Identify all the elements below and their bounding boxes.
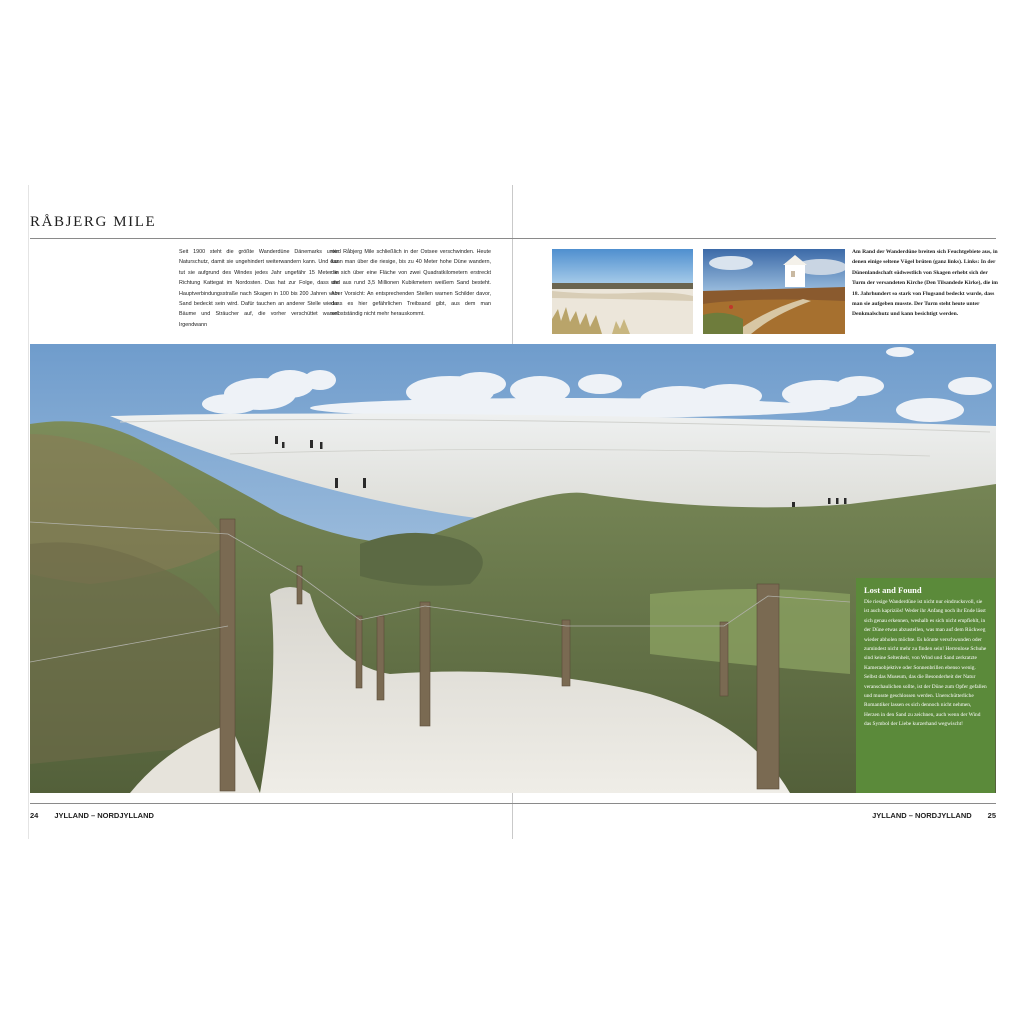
page-title: RÅBJERG MILE bbox=[30, 214, 157, 230]
buried-church-photo-image bbox=[703, 249, 845, 334]
photo-caption: Am Rand der Wanderdüne breiten sich Feuchtgebiete aus, in denen einige seltene Vögel brüten (ganz links). Links: In der Dünenlandschaft südwestlich von Skagen erhebt sich der Turm der versandeten Kirche (Den Tilsandede Kirke), die im 18. Jahrhundert so stark von Flugsand bedeckt wurde, dass man sie aufgeben musste. Der Turm steht heute unter Denkmalschutz und kann besichtigt werden. bbox=[852, 249, 998, 318]
lost-and-found-sidebar bbox=[856, 578, 995, 793]
page-number-left: 24 bbox=[30, 811, 39, 820]
sidebar-body: Die riesige Wanderdüne ist nicht nur eindrucksvoll, sie ist auch kapriziös! Weder ihr Anfang noch ihr Ende lässt sich genau erkennen, weshalb es sich nicht empfiehlt, in der Düne etwas abzustellen, was man auf dem Rückweg wieder abholen möchte. Es könnte verschwunden oder zumindest nicht mehr zu finden sein! Herrenlose Schuhe sind keine Seltenheit, von Wind und Sand zerkratzte Kameraobjektive oder Sonnenbrillen ebenso wenig. Selbst das Museum, das die Besonderheit der Natur veranschaulichen sollte, ist der Düne zum Opfer gefallen und musste geschlossen werden. Unerschütterliche Romantiker lassen es sich dennoch nicht nehmen, Herzen in den Sand zu zeichnen, auch wenn der Wind das Symbol der Liebe kurzerhand wegwischt! bbox=[864, 599, 987, 728]
footer-left bbox=[30, 811, 154, 820]
dune-landscape-image bbox=[30, 344, 996, 793]
wetland-photo-image bbox=[552, 249, 693, 334]
page-number-right: 25 bbox=[987, 811, 996, 820]
footer-right bbox=[872, 811, 996, 820]
header-rule bbox=[30, 238, 996, 239]
footer-section-left: JYLLAND – NORDJYLLAND bbox=[54, 811, 154, 820]
buried-church-photo bbox=[703, 249, 845, 334]
page-edge bbox=[28, 185, 29, 839]
wetland-photo bbox=[552, 249, 693, 334]
footer-section-right: JYLLAND – NORDJYLLAND bbox=[872, 811, 972, 820]
dune-landscape-photo bbox=[30, 344, 996, 793]
sidebar-title: Lost and Found bbox=[864, 585, 922, 595]
footer-rule bbox=[30, 803, 996, 804]
body-text-column-1: Seit 1900 steht die größte Wanderdüne Dänemarks unter Naturschutz, damit sie ungehindert weiterwandern kann. Und das tut sie aufgrund des Windes jedes Jahr ungefähr 15 Meter in Richtung Kattegat im Nordosten. Das hat zur Folge, dass die Hauptverbindungsstraße nach Skagen in 100 bis 200 Jahren vom Sand bedeckt sein wird. Dafür tauchen an anderer Stelle wieder Bäume und Sträucher auf, die vorher verschüttet waren. Irgendwann bbox=[179, 249, 339, 328]
body-text-column-2: wird Råbjerg Mile schließlich in der Ostsee verschwinden. Heute kann man über die riesige, bis zu 40 Meter hohe Düne wandern, die sich über eine Fläche von zwei Quadratkilometern erstreckt und aus rund 3,5 Millionen Kubikmetern weißem Sand besteht. Aber Vorsicht: An entsprechenden Stellen warnen Schilder davor, dass es hier gefährlichen Treibsand gibt, aus dem man selbstständig nicht mehr herauskommt. bbox=[331, 249, 491, 318]
